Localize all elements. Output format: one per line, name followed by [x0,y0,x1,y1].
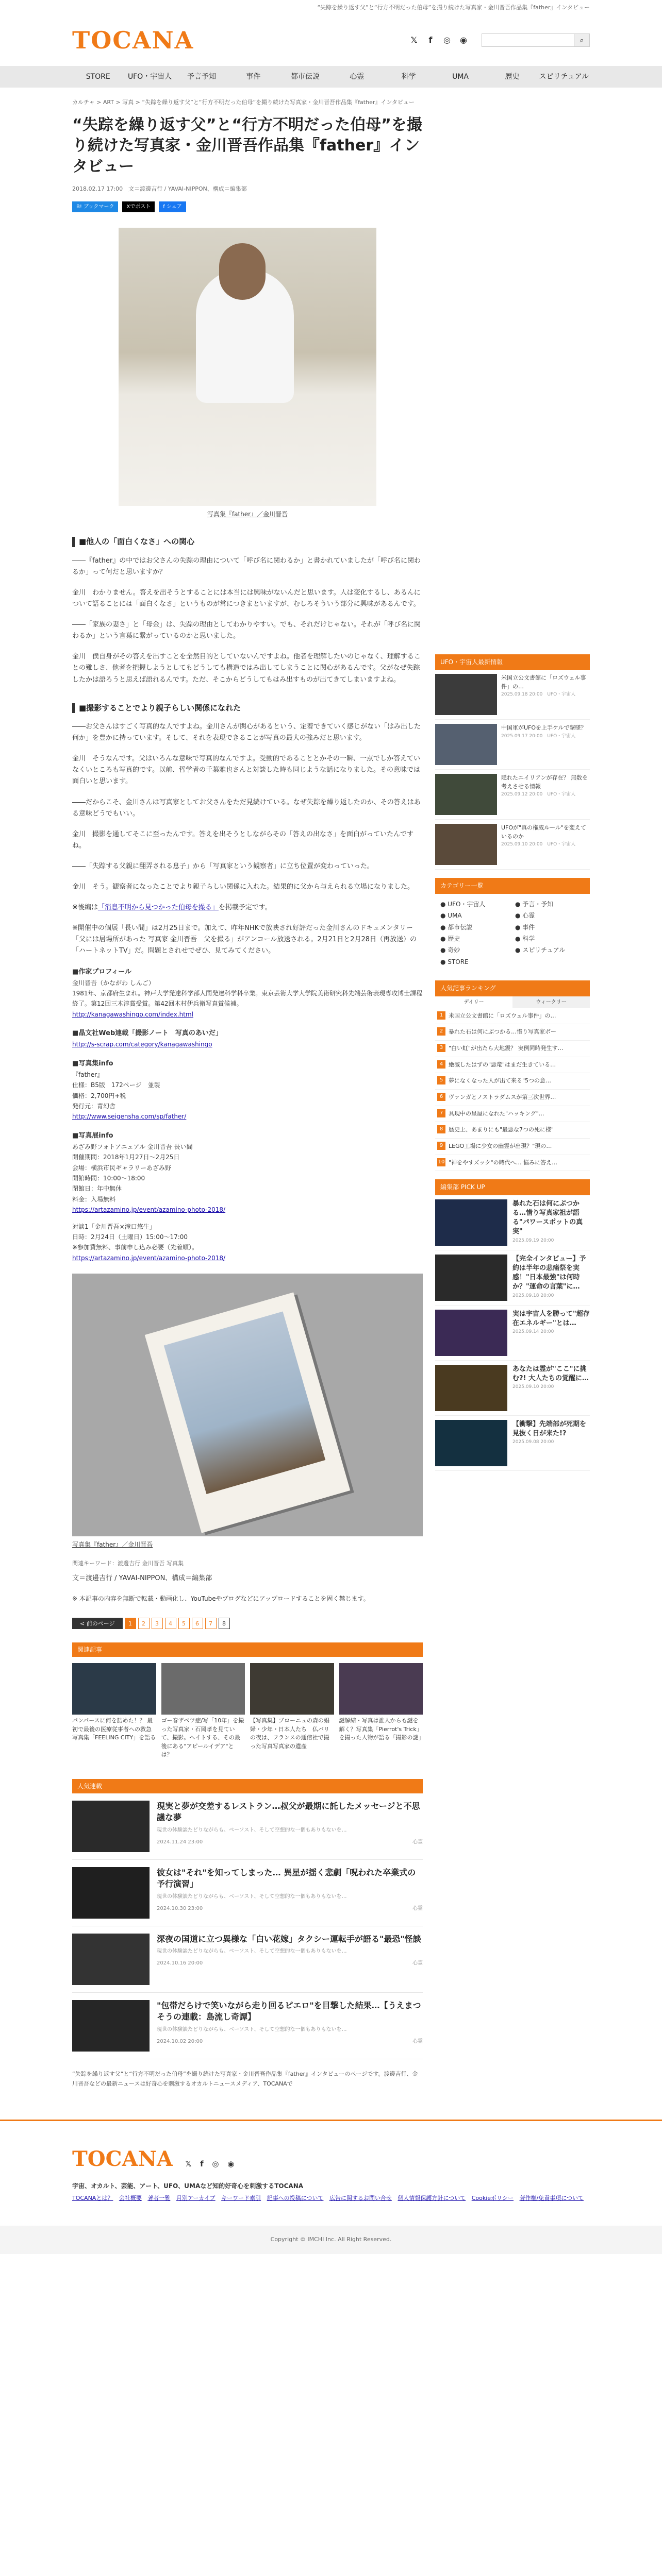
pickup-title: 暴れた石は何にぶつかる…惜り写真家祖が語る"パワースポットの真実" [512,1199,583,1236]
pickup-date: 2025.09.19 20:00 [512,1238,554,1243]
facebook-share-button[interactable]: f シェア [159,201,186,212]
popular-item[interactable] [72,1793,423,1860]
nav-store[interactable]: STORE [86,73,110,81]
paragraph: 金川 そう。観察者になったことでより親子らしい関係に入れた。結果的に父から与えられる立場になりました。 [72,883,415,891]
category-item[interactable]: ● 奇妙 [440,946,460,954]
web-serial-info [72,1028,423,1049]
popular-date: 2024.10.30 23:00 [157,1905,203,1911]
photo-figure-1 [72,228,423,519]
popular-title: "包帯だらけで笑いながら走り回るピエロ"を目撃した結果…【うえまつそうの連載：島流し奇譚】 [157,2000,421,2022]
pickup-body [512,1420,590,1466]
popular-excerpt: 現世の体験談たどりながらも、ベーソスト、そして空想的な一個もありもないを… [157,1948,347,1955]
tab-weekly[interactable]: ウィークリー [536,999,567,1005]
search-box [482,33,590,47]
category-list [435,894,590,972]
ufo-news-thumb [435,724,497,765]
footer-link[interactable]: 著作権/免責事項について [519,2194,584,2201]
category-item[interactable]: ● UMA [440,912,462,920]
photo-figure-2 [72,1274,423,1550]
rank-number: 6 [437,1093,445,1101]
related-thumb [250,1663,334,1715]
pickup-heading: 編集部 PICK UP [435,1179,590,1195]
facebook-icon[interactable]: f [428,35,433,45]
popular-item[interactable] [72,1926,423,1993]
book-line: 『father』 [72,1071,104,1078]
exhibit-line: 開館時間：10:00〜18:00 [72,1174,145,1182]
rss-icon[interactable]: ◉ [460,35,467,45]
footer-link[interactable]: 著者一覧 [147,2194,171,2201]
popular-category[interactable]: 心霊 [412,1960,423,1967]
rank-number: 4 [437,1060,445,1069]
ufo-news-body [501,824,590,865]
ranking-list [435,1008,590,1172]
category-item[interactable]: ● UFO・宇宙人 [440,900,486,908]
popular-date-row [157,2037,423,2046]
nav-urban-legend[interactable]: 都市伝説 [290,73,320,81]
instagram-icon[interactable]: ◎ [212,2159,219,2169]
popular-date: 2024.11.24 23:00 [157,1839,203,1845]
exhibit-line: あざみ野フォトアニュアル 金川晋吾 長い間 [72,1143,193,1150]
photo-subject-head [219,243,266,300]
rank-title: 暴れた石は何にぶつかる…惜り写真家ボー [449,1028,556,1036]
rank-title: 具現中の星屋になれた"ハッキング"… [449,1110,544,1117]
popular-title: 彼女は"それ"を知ってしまった… 異星が揺く悲劇「呪われた卒業式の予行演習」 [157,1867,416,1889]
footer-link[interactable]: 会社概要 [119,2194,142,2201]
pickup-thumb [435,1365,507,1411]
book-line: 発行元：青幻舎 [72,1102,116,1110]
ranking-item[interactable] [435,1057,590,1074]
popular-excerpt: 現世の体験談たどりながらも、ベーソスト、そして空想的な一個もありもないを… [157,1827,347,1833]
page-3[interactable]: 3 [152,1618,163,1629]
rank-title: LEGO工場に少女の幽霊が出現？"現の… [449,1143,552,1150]
next-part-link[interactable]: 「消息不明から見つかった伯母を撮る」 [97,904,219,912]
related-item[interactable] [161,1663,245,1759]
x-icon[interactable]: 𝕏 [185,2159,192,2169]
rank-title: "神をやすズック"の時代へ… 悩みに答え… [449,1159,558,1166]
pickup-item[interactable] [435,1306,590,1361]
nav-spiritual[interactable]: スピリチュアル [539,73,589,81]
popular-thumb [72,2000,150,2052]
pickup-title: 【完全インタビュー】予約は半年の悲痛祭を実感！"日本最強"は何時か？"運命の言葉"に… [512,1255,586,1291]
profile-name: 金川晋吾（かながわ しんご） [72,979,155,987]
hatena-bookmark-button[interactable]: B! ブックマーク [72,201,118,212]
category-label: 予言・予知 [522,900,554,908]
ranking-item[interactable] [435,1073,590,1090]
ranking-item[interactable] [435,1122,590,1139]
ufo-news-thumb [435,674,497,715]
web-serial-link[interactable]: http://s-scrap.com/category/kanagawashingo [72,1041,212,1048]
paragraph: ※開催中の個展「長い間」は2月25日まで。加えて、昨年NHKで放映され好評だった金川さんのドキュメンタリー「父には居場所があった 写真家 金川晋吾 父を撮る」がアンコール放送される。2月21日と2月28日（再放送）の「ハートネットTV」だ。問題とされせでぜひ、見てみてください。 [72,924,417,955]
ufo-news-date: 2025.09.12 20:00 UFO・宇宙人 [501,792,576,798]
father-photo [119,228,376,506]
ufo-news-item[interactable] [435,770,590,820]
popular-date-row [157,1838,423,1846]
ranking-item[interactable] [435,1041,590,1057]
book-photo [72,1274,423,1536]
talk-line: 日時：2月24日（土曜日）15:00〜17:00 [72,1233,188,1241]
page-8[interactable]: 8 [219,1618,230,1629]
ufo-news-date: 2025.09.18 20:00 UFO・宇宙人 [501,692,576,698]
nav-ufo[interactable]: UFO・宇宙人 [127,73,172,81]
popular-date: 2024.10.16 20:00 [157,1960,203,1967]
pickup-thumb [435,1420,507,1466]
popular-list [72,1793,423,2059]
footer-link[interactable]: 記事への投稿について [267,2194,324,2201]
ufo-news-heading: UFO・宇宙人最新情報 [435,654,590,670]
rank-number: 1 [437,1011,445,1020]
pickup-body [512,1365,590,1411]
pickup-date: 2025.09.10 20:00 [512,1384,554,1390]
book-cover [145,1292,351,1533]
facebook-icon[interactable]: f [200,2159,204,2169]
paragraph: 金川 撮影を通してそこに至ったんです。答えを出そうとしながらその「答えの出なさ」を面白がっていたんですね。 [72,830,413,850]
talk-line: ※参加費無料、事前申し込み必要（先着順）。 [72,1244,198,1251]
pickup-body [512,1199,590,1246]
popular-date-row [157,1959,423,1968]
pickup-title: あなたは霊が"ここ"に挑む?! 大人たちの覚醒に… [512,1365,589,1382]
footer-link[interactable]: TOCANAとは？ [72,2194,113,2201]
rank-title: 米国立公文書館に「ロズウェル事件」の… [449,1012,556,1019]
prev-page-button[interactable]: < 前のページ [72,1618,123,1629]
popular-thumb [72,1801,150,1852]
category-item[interactable]: ● 都市伝説 [440,923,473,931]
next-part-note [72,902,423,913]
category-label: STORE [448,958,469,965]
ufo-news-item[interactable] [435,820,590,870]
popular-thumb [72,1867,150,1919]
book-info [72,1058,423,1122]
breadcrumb[interactable]: カルチャ > ART > 写真 > “失踪を繰り返す父”と“行方不明だった伯母”を撮り続けた写真家・金川晋吾作品集『father』インタビュー [72,99,415,106]
related-keywords[interactable]: 関連キーワード：渡邊吉行 金川晋吾 写真集 [72,1560,184,1567]
popular-item[interactable] [72,1860,423,1926]
category-label: 都市伝説 [448,923,473,931]
popular-item[interactable] [72,1993,423,2059]
tab-daily[interactable]: デイリー [435,996,512,1008]
popular-heading: 人気連載 [72,1779,423,1793]
rank-title: 夢になくなった人が出て来る"5つの意… [449,1077,552,1084]
ranking-item[interactable] [435,1139,590,1155]
book-line: 仕様：B5版 172ページ 並製 [72,1081,160,1089]
site-footer [0,2120,662,2213]
category-label: UFO・宇宙人 [448,900,486,908]
popular-category[interactable]: 心霊 [412,1839,423,1845]
exhibit-line: 会場：横浜市民ギャラリーあざみ野 [72,1164,172,1172]
article-title: “失踪を繰り返す父”と“行方不明だった伯母”を撮り続けた写真家・金川晋吾作品集『father』インタビュー [72,115,422,176]
rank-number: 9 [437,1142,445,1150]
pickup-item[interactable] [435,1250,590,1306]
nav-ghost[interactable]: 心霊 [350,73,365,81]
paragraph: 金川 僕自身がその答えを出すことを全然目的としていないんですよね。他者を理解したいのじゃなく、理解することの難しさ、他者を把握しようとしてもどうしても構造ではみ出してしまうことに関心があるんです。父がなぜ失踪したかは語ろうと思えば語れるんです。ただ、そこからどうしてもはみ出すものが出てきてしまいますよね。 [72,653,421,684]
page-4[interactable]: 4 [165,1618,176,1629]
paragraph: ――お父さんはすごく写真的な人ですよね。金川さんが関心があるという、定着できていく感じがない「はみ出した何か」を豊かに持っています。そして、それを表現できることが写真の最大の強みだと思います。 [72,723,421,742]
category-label: UMA [448,912,462,920]
popular-date-row [157,1904,423,1913]
article-credit: 文＝渡邊吉行 / YAVAI-NIPPON、構成＝編集部 [72,1574,212,1583]
related-title: 【写真集】ブローニュの森の娼婦・少年・日本人たち 仏バリの夜は、フランスの通信社で撮った写真写真家の遺産 [250,1717,329,1750]
rank-number: 10 [437,1158,445,1166]
pickup-item[interactable] [435,1195,590,1250]
section-heading-1: ■他人の「面白くなさ」への関心 [72,537,423,547]
category-label: 歴史 [448,935,460,942]
header-right [409,33,590,47]
category-item[interactable]: ● 事件 [515,923,535,931]
ufo-news-date: 2025.09.17 20:00 UFO・宇宙人 [501,733,576,739]
search-button[interactable] [574,33,590,47]
category-item[interactable]: ● STORE [440,958,469,965]
category-item[interactable]: ● 科学 [515,935,535,942]
talk-link[interactable]: https://artazamino.jp/event/azamino-photo-2018/ [72,1254,226,1262]
rank-number: 2 [437,1027,445,1036]
next-part-pre: ※後編は [72,904,98,912]
ufo-news-title: 隠れたエイリアンが存在？ 無数を考えさせる情報 [501,774,588,790]
category-label: 事件 [522,923,535,931]
book-heading: ■写真集info [72,1059,113,1067]
pickup-body [512,1310,590,1356]
sns-links [409,36,468,45]
ranking-item[interactable] [435,1024,590,1041]
article-meta: 2018.02.17 17:00 文＝渡邊吉行 / YAVAI-NIPPON、構成＝編集部 [72,185,247,193]
talk-line: 対談1「金川晋吾×滝口悠生」 [72,1223,156,1230]
paragraph: ――「失踪する父親に翻弄される息子」から「写真家という観察者」に立ち位置が変わっていった。 [72,862,374,870]
pickup-date: 2025.09.14 20:00 [512,1329,554,1335]
rank-title: ヴァンガとノストラダムスが第三次世界… [449,1093,556,1100]
pickup-title: 【衝撃】先端部が死期を見抜く日が来た!? [512,1420,587,1437]
section-heading-2: ■撮影することでより親子らしい関係になれた [72,703,423,714]
x-icon[interactable]: 𝕏 [410,35,418,45]
book-cover-image [164,1312,325,1495]
footer-description: 宇宙、オカルト、芸能、アート、UFO、UMAなど知的好奇心を刺激するTOCANA [72,2182,304,2190]
rank-number: 5 [437,1076,445,1084]
page-7[interactable]: 7 [205,1618,217,1629]
site-logo[interactable]: TOCANA [72,26,194,54]
ufo-news-body [501,724,587,765]
web-serial-heading: ■晶文社Web連載「撮影ノート 写真のあいだ」 [72,1029,222,1038]
pickup-date: 2025.09.08 20:00 [512,1439,554,1445]
ufo-news-item[interactable] [435,670,590,720]
ufo-news-list [435,670,590,870]
footer-logo[interactable]: TOCANA [72,2147,173,2172]
ufo-news-body [501,774,590,815]
rank-title: 絶滅したはずの"悪竜"はまだ生きている… [449,1061,556,1068]
footer-link[interactable]: Cookieポリシー [471,2194,514,2201]
related-heading: 関連記事 [72,1642,423,1657]
exhibit-link[interactable]: https://artazamino.jp/event/azamino-photo-2018/ [72,1206,226,1214]
rank-number: 3 [437,1044,445,1052]
category-item[interactable]: ● 歴史 [440,935,460,942]
rank-title: 歴史上、あまりにも"最悪な7つの死に様" [449,1126,554,1133]
ufo-news-thumb [435,824,497,865]
ranking-item[interactable] [435,1090,590,1106]
popular-excerpt: 現世の体験談たどりながらも、ベーソスト、そして空想的な一個もありもないを… [157,1893,347,1900]
exhibit-line: 料金：入場無料 [72,1195,116,1203]
photo-caption-1[interactable]: 写真集『father』／金川晋吾 [207,510,288,518]
pagination [72,1618,423,1629]
ufo-news-item[interactable] [435,720,590,770]
paragraph: ――だからこそ、金川さんは写真家としてお父さんをただ見続けている。なぜ失踪を繰り返したのか、その答えはある意味どうでもいい。 [72,798,421,818]
pickup-item[interactable] [435,1361,590,1416]
popular-body [157,1867,423,1919]
related-title: ゴー春ザベツ症/写「10年」を撮った写真家・石岡孝を見ていて、撮影。ヘイトする、その最後にある"アピールイデア"とは？ [161,1717,244,1758]
top-tagline: “失踪を繰り返す父”と“行方不明だった伯母”を撮り続けた写真家・金川晋吾作品集『father』インタビュー [317,4,590,11]
popular-body [157,1934,423,1985]
pickup-thumb [435,1199,507,1246]
exhibit-info [72,1130,423,1263]
footer-sns [185,2158,240,2171]
nav-science[interactable]: 科学 [401,73,416,81]
related-title: パンパースに何を詰めた！？ 最初で最後の医療従事者への救急写真集「FEELING CITY」を語る [72,1717,156,1741]
ranking-item[interactable] [435,1106,590,1123]
ranking-tabs [435,996,590,1008]
pickup-title: 実は宇宙人を勝って"超存在エネルギー"とは… [512,1310,590,1327]
paragraph: 金川 わかりません。答えを出そうとすることには本当には興味がないんだと思います。人は変化するし、あるんについて語ることには「面白くなさ」というものが常につきまといますが、むしろそういう部分に興味があるんです。 [72,588,421,608]
copyright: Copyright © IMCHI Inc. All Right Reserved. [0,2226,662,2254]
footer-link[interactable]: 個人情報保護方針について [398,2194,466,2201]
paragraph: 金川 そうなんです。父はいろんな意味で写真的なんですよ。受動的であることとかその一瞬、一点でしか答えていなくいところも写真的です。以前、哲学者の千葉雅也さんと対談した時も同じような話になりました。その意味では面白いと思います。 [72,755,420,786]
rss-icon[interactable]: ◉ [227,2159,235,2169]
nav-prophecy[interactable]: 予言予知 [187,73,217,81]
pickup-date: 2025.09.18 20:00 [512,1293,554,1298]
footer-links [72,2194,590,2204]
related-item[interactable] [250,1663,334,1759]
nav-incident[interactable]: 事件 [246,73,261,81]
ufo-news-title: UFOが"真の権威ルール"を変えているのか [501,824,586,840]
site-header [0,14,662,66]
ranking-item[interactable] [435,1155,590,1172]
sidebar [435,98,590,2109]
page-container [72,88,590,2109]
category-label: 心霊 [522,912,535,920]
related-thumb [339,1663,423,1715]
pickup-thumb [435,1255,507,1301]
instagram-icon[interactable]: ◎ [443,35,451,45]
footer-link[interactable]: 広告に関するお問い合せ [329,2194,392,2201]
ufo-news-title: 中国軍がUFOを上手ケルで撃墜？ [501,724,587,732]
related-item[interactable] [339,1663,423,1759]
rank-number: 8 [437,1125,445,1133]
popular-date: 2024.10.02 20:00 [157,2038,203,2044]
profile-link[interactable]: http://kanagawashingo.com/index.html [72,1010,193,1018]
category-heading: カテゴリー一覧 [435,878,590,893]
x-post-button[interactable]: Xでポスト [122,201,155,212]
profile-heading: ■作家プロフィール [72,968,131,976]
ufo-news-thumb [435,774,497,815]
page-6[interactable]: 6 [192,1618,203,1629]
nav-history[interactable]: 歴史 [505,73,520,81]
related-thumb [161,1663,245,1715]
search-input[interactable] [482,33,574,47]
rank-title: "白い虹"が出たら大地震？ 実例同時発生す… [449,1044,564,1052]
ranking-item[interactable] [435,1008,590,1025]
profile-bio: 1981年、京都府生まれ。神戸大学発達科学部人間発達科学科卒業。東京芸術大学大学院美術研究科先端芸術表現専攻博士課程終了。第12回三木淳賞受賞。第42回木村伊兵衛写真賞候補。 [72,990,423,1008]
exhibit-heading: ■写真展info [72,1131,113,1140]
copyright-notice: ※ 本記事の内容を無断で転載・動画化し、YouTubeやブログなどにアップロードすることを固く禁じます。 [72,1595,370,1603]
main-nav [0,66,662,88]
paragraph: ――『father』の中ではお父さんの失踪の理由について「呼び名に関わるか」と書かれていましたが「呼び名に関わるか」って何だと思いますか？ [72,556,421,576]
related-thumb [72,1663,156,1715]
next-part-post: を掲載予定です。 [218,904,272,912]
footer-link[interactable]: 月別アーカイブ [176,2194,216,2201]
photo-caption-2[interactable]: 写真集『father』／金川晋吾 [72,1541,153,1549]
paragraph: ――「家族の妻さ」と「母金」は、失踪の理由としてわかりやすい。でも、それだけじゃない。それが「呼び名に関わるか」という言葉に繋がっているのかと思いました。 [72,621,421,640]
popular-title: 深夜の国道に立つ異様な「白い花嫁」タクシー運転手が語る"最恐"怪談 [157,1934,421,1944]
page-1[interactable]: 1 [125,1618,136,1629]
pickup-item[interactable] [435,1416,590,1471]
page-2[interactable]: 2 [138,1618,150,1629]
book-line: 価格：2,700円+税 [72,1092,126,1099]
search-icon: ⌕ [580,36,584,44]
exhibit-line: 閉館日：年中無休 [72,1185,122,1193]
category-item[interactable]: ● 心霊 [515,912,535,920]
ranking-heading: 人気記事ランキング [435,980,590,996]
ufo-news-date: 2025.09.10 20:00 UFO・宇宙人 [501,842,576,848]
category-item[interactable]: ● スピリチュアル [515,946,566,954]
pickup-body [512,1255,590,1301]
book-link[interactable]: http://www.seigensha.com/sp/father/ [72,1113,187,1121]
exhibit-line: 開催期間：2018年1月27日〜2月25日 [72,1154,180,1161]
popular-title: 現実と夢が交差するレストラン…叔父が最期に託したメッセージと不思議な夢 [157,1801,420,1823]
popular-category[interactable]: 心霊 [412,2038,423,2044]
category-label: 奇妙 [448,946,460,954]
popular-category[interactable]: 心霊 [412,1905,423,1911]
page-footnote: “失踪を繰り返す父”と“行方不明だった伯母”を撮り続けた写真家・金川晋吾作品集『father』インタビューのページです。渡邊吉行、金川晋吾などの最新ニュースは好奇心を刺激するオカルトニュースメディア、TOCANAで [72,2070,418,2087]
category-item[interactable]: ● 予言・予知 [515,900,554,908]
popular-body [157,2000,423,2052]
footer-link[interactable]: キーワード索引 [221,2194,261,2201]
pickup-list [435,1195,590,1471]
pickup-thumb [435,1310,507,1356]
page-5[interactable]: 5 [178,1618,190,1629]
related-title: 謎解結・写真は誰人からも謎を解く？写真集「Pierrot's Trick」を撮った人物が語る「撮影の謎」 [339,1717,424,1741]
popular-excerpt: 現世の体験談たどりながらも、ベーソスト、そして空想的な一個もありもないを… [157,2026,347,2032]
article-main [72,98,423,2109]
share-buttons [72,201,423,212]
ufo-news-body [501,674,590,715]
related-articles [72,1657,423,1766]
category-label: スピリチュアル [522,946,566,954]
popular-thumb [72,1934,150,1985]
category-label: 科学 [522,935,535,942]
rank-number: 7 [437,1109,445,1117]
ufo-news-title: 米国立公文書館に「ロズウェル事件」の… [501,674,586,690]
nav-uma[interactable]: UMA [452,73,469,81]
profile-info [72,967,423,1020]
popular-body [157,1801,423,1852]
related-item[interactable] [72,1663,156,1759]
